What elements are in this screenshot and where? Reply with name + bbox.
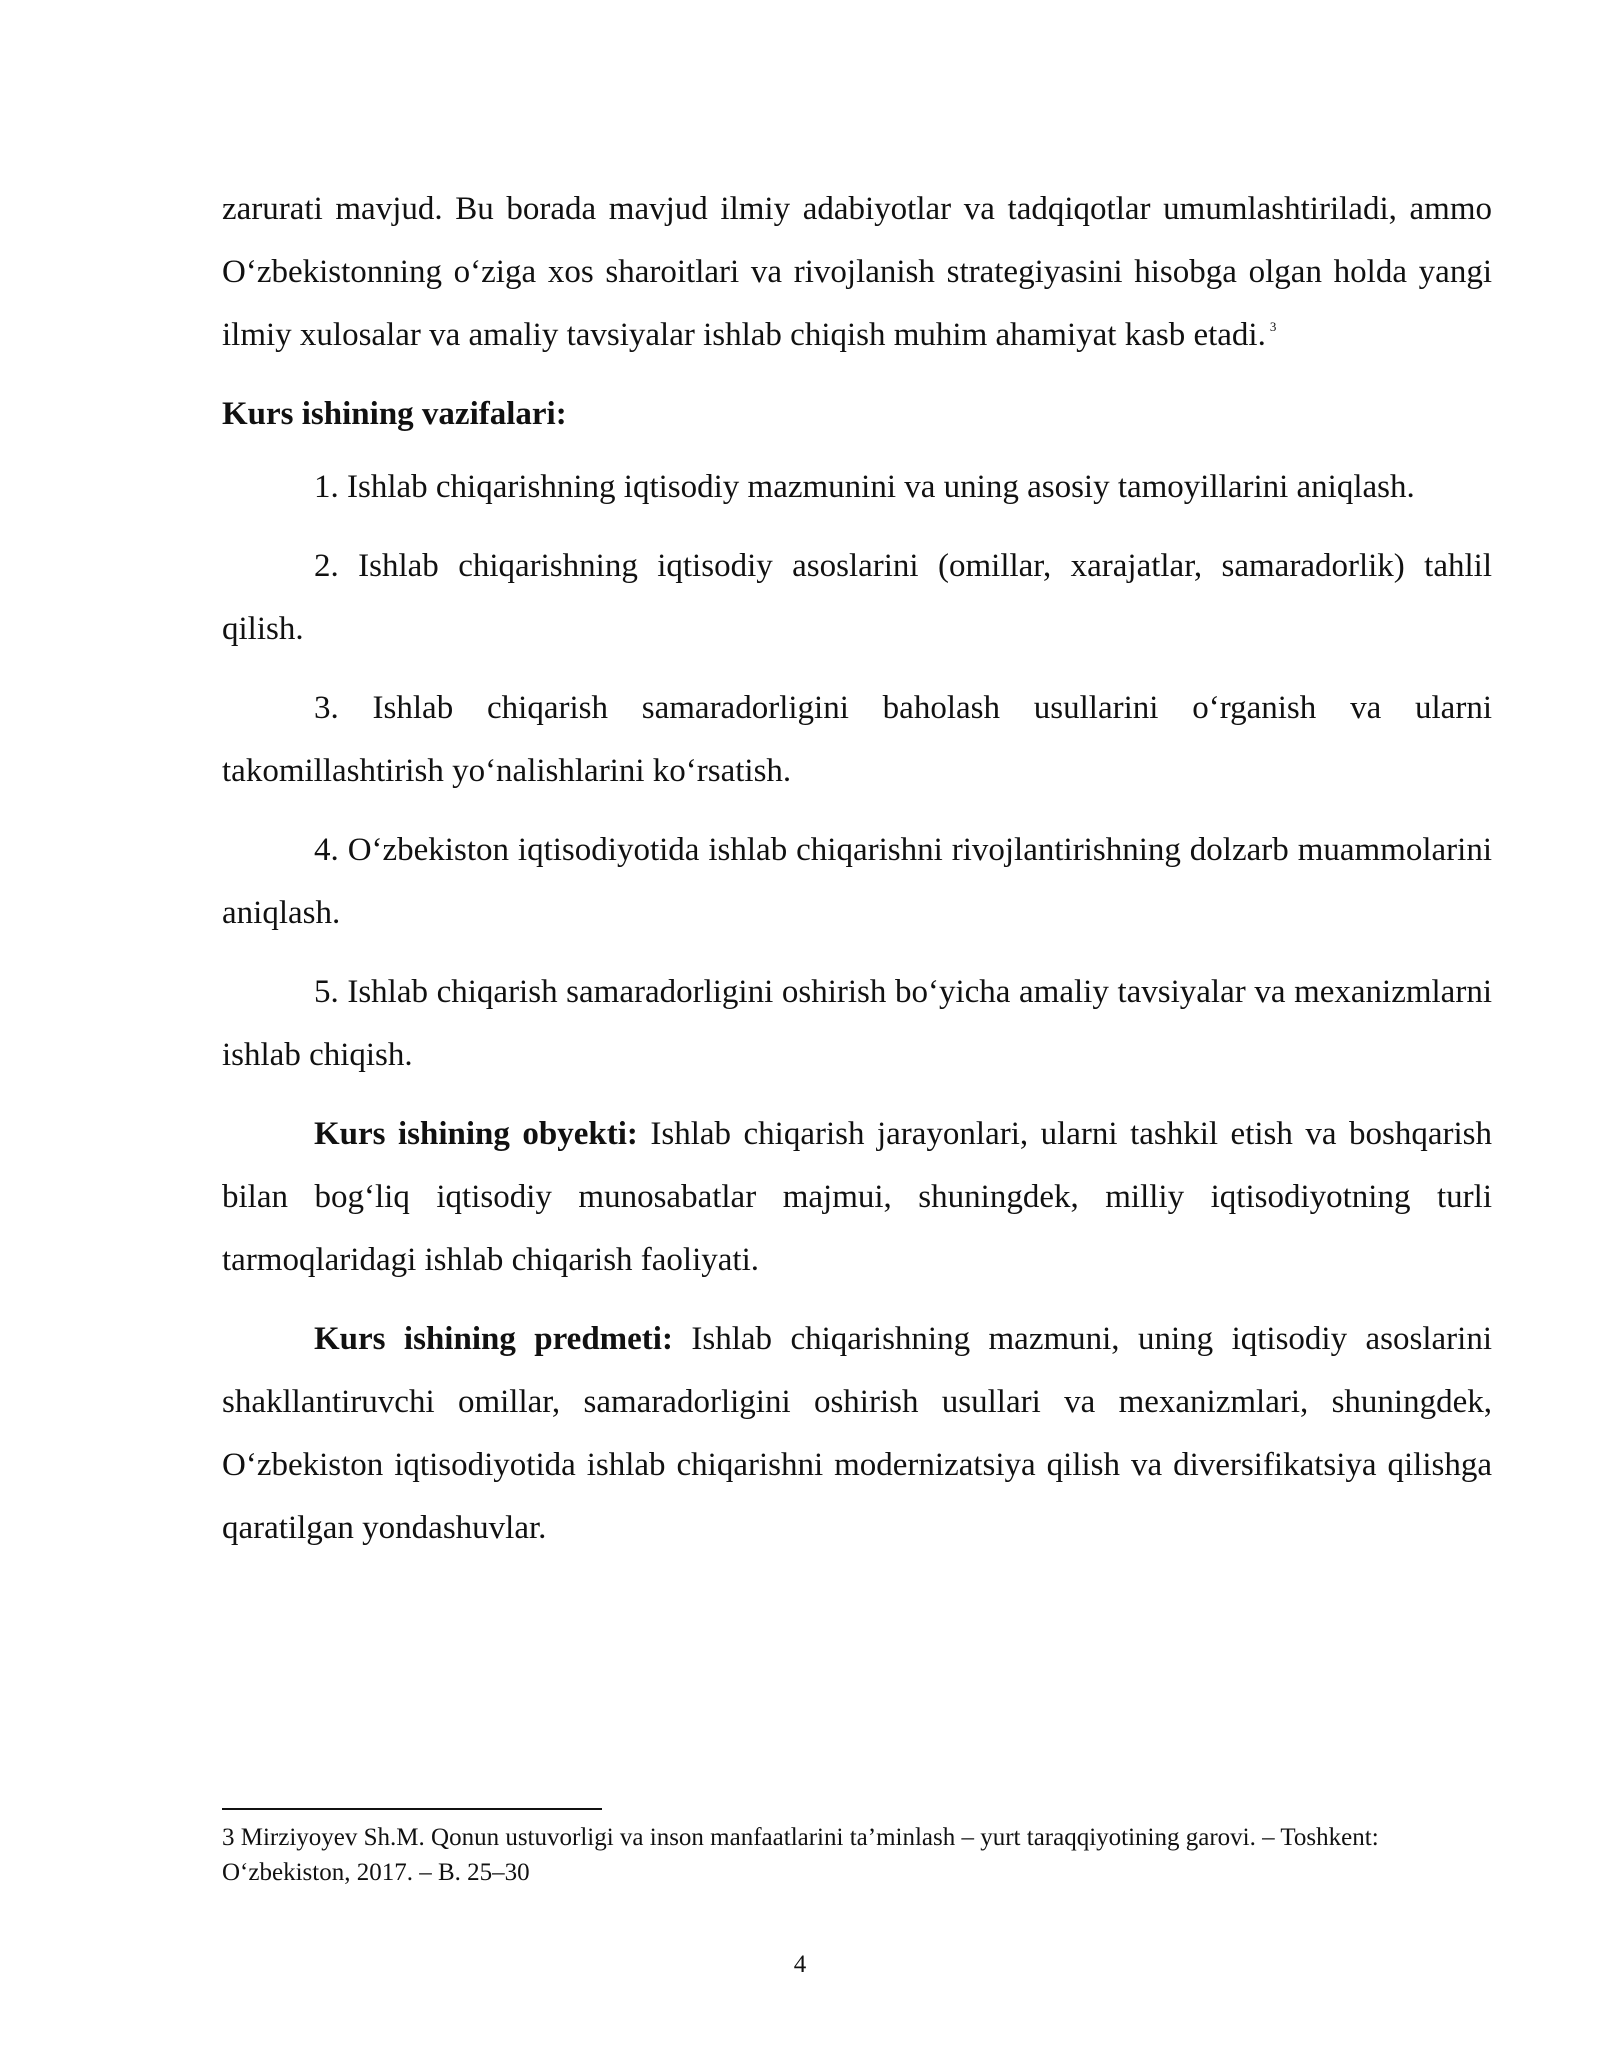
subject-text: Ishlab chiqarishning mazmuni, uning iqtisodiy asoslarini shakllantiruvchi omillar, samaradorligini oshirish usullari va mexanizmlari, shuningdek, O‘zbekiston iqtisodiyotida ishlab chiqarishni modernizatsiya qilish va diversifikatsiya qilishga qaratilgan yondashuvlar. [222,1321,1492,1546]
task-item: 4. O‘zbekiston iqtisodiyotida ishlab chiqarishni rivojlantirishning dolzarb muammolarini aniqlash. [222,832,1492,931]
object-paragraph [222,1103,1492,1292]
task-item: 3. Ishlab chiqarish samaradorligini baholash usullarini o‘rganish va ularni takomillashtirish yo‘nalishlarini ko‘rsatish. [222,690,1492,789]
page-body [222,178,1492,1576]
page-number: 4 [793,1951,807,1978]
intro-paragraph [222,178,1492,367]
intro-paragraph-text: zarurati mavjud. Bu borada mavjud ilmiy adabiyotlar va tadqiqotlar umumlashtiriladi, ammo O‘zbekistonning o‘ziga xos sharoitlari va rivojlanish strategiyasini hisobga olgan holda yangi ilmiy xulosalar va amaliy tavsiyalar ishlab chiqish muhim ahamiyat kasb etadi. [222,191,1492,353]
object-label: Kurs ishining obyekti: [314,1116,638,1152]
task-item: 2. Ishlab chiqarishning iqtisodiy asoslarini (omillar, xarajatlar, samaradorlik) tahlil qilish. [222,548,1492,647]
footnote-reference: 3 [1269,319,1277,334]
subject-label: Kurs ishining predmeti: [314,1321,673,1357]
footnote-separator [222,1808,602,1810]
object-text: Ishlab chiqarish jarayonlari, ularni tashkil etish va boshqarish bilan bog‘liq iqtisodiy munosabatlar majmui, shuningdek, milliy iqtisodiyotning turli tarmoqlaridagi ishlab chiqarish faoliyati. [222,1116,1492,1278]
subject-paragraph [222,1308,1492,1560]
task-item: 5. Ishlab chiqarish samaradorligini oshirish bo‘yicha amaliy tavsiyalar va mexanizmlarni ishlab chiqish. [222,974,1492,1073]
footnote: 3 Mirziyoyev Sh.M. Qonun ustuvorligi va inson manfaatlarini ta’minlash – yurt taraqqiyotining garovi. – Toshkent: O‘zbekiston, 2017. – B. 25–30 [222,1824,1379,1886]
task-item: 1. Ishlab chiqarishning iqtisodiy mazmunini va uning asosiy tamoyillarini aniqlash. [314,469,1415,505]
tasks-heading: Kurs ishining vazifalari: [222,396,567,432]
